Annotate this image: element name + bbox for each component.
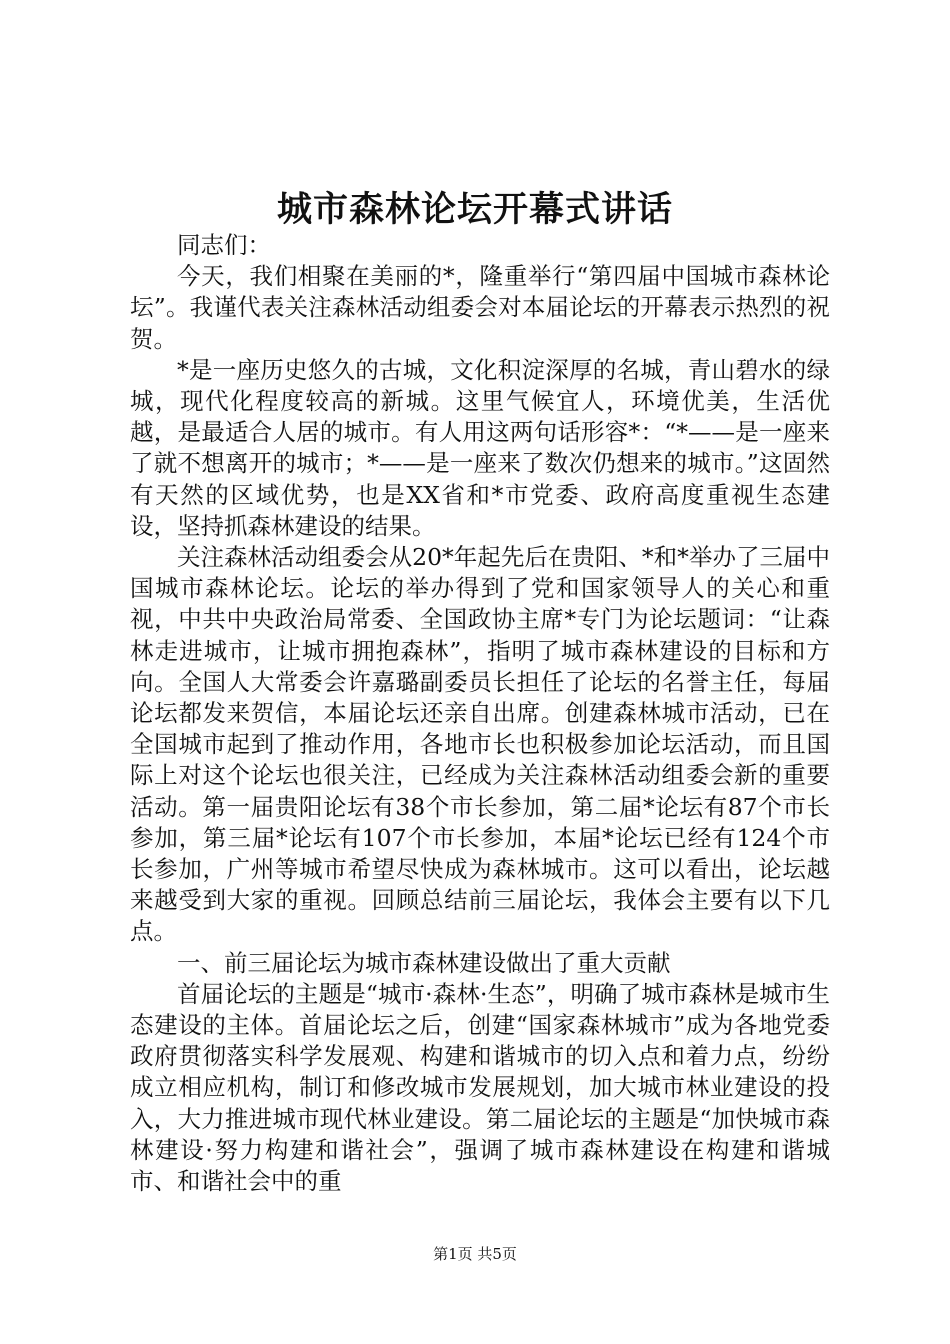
document-body: [130, 230, 830, 1197]
section-heading-1: 一、前三届论坛为城市森林建设做出了重大贡献: [177, 948, 671, 977]
document-title: 城市森林论坛开幕式讲话: [276, 189, 673, 230]
paragraph-forum-themes: 首届论坛的主题是“城市·森林·生态”，明确了城市森林是城市生态建设的主体。首届论坛之后，创建“国家森林城市”成为各地党委政府贯彻落实科学发展观、构建和谐城市的切入点和着力点，纷纷成立相应机构，制订和修改城市发展规划，加大城市林业建设的投入，大力推进城市现代林业建设。第二届论坛的主题是“加快城市森林建设·努力构建和谐社会”，强调了城市森林建设在构建和谐城市、和谐社会中的重: [130, 979, 830, 1196]
paragraph-city-intro: *是一座历史悠久的古城，文化积淀深厚的名城，青山碧水的绿城，现代化程度较高的新城。这里气候宜人，环境优美，生活优越，是最适合人居的城市。有人用这两句话形容*：“*——是一座来了就不想离开的城市；*——是一座来了数次仍想来的城市。”这固然有天然的区域优势，也是XX省和*市党委、政府高度重视生态建设，坚持抓森林建设的结果。: [130, 355, 830, 540]
page-footer: 第1页 共5页: [433, 1245, 517, 1263]
paragraph-forum-history: 关注森林活动组委会从20*年起先后在贵阳、*和*举办了三届中国城市森林论坛。论坛的举办得到了党和国家领导人的关心和重视，中共中央政治局常委、全国政协主席*专门为论坛题词：“让森林走进城市，让城市拥抱森林”，指明了城市森林建设的目标和方向。全国人大常委会许嘉璐副委员长担任了论坛的名誉主任，每届论坛都发来贺信，本届论坛还亲自出席。创建森林城市活动，已在全国城市起到了推动作用，各地市长也积极参加论坛活动，而且国际上对这个论坛也很关注，已经成为关注森林活动组委会新的重要活动。第一届贵阳论坛有38个市长参加，第二届*论坛有87个市长参加，第三届*论坛有107个市长参加，本届*论坛已经有124个市长参加，广州等城市希望尽快成为森林城市。这可以看出，论坛越来越受到大家的重视。回顾总结前三届论坛，我体会主要有以下几点。: [130, 543, 830, 946]
greeting-line: 同志们：: [177, 231, 271, 259]
paragraph-opening: 今天，我们相聚在美丽的*，隆重举行“第四届中国城市森林论坛”。我谨代表关注森林活动组委会对本届论坛的开幕表示热烈的祝贺。: [130, 262, 830, 353]
